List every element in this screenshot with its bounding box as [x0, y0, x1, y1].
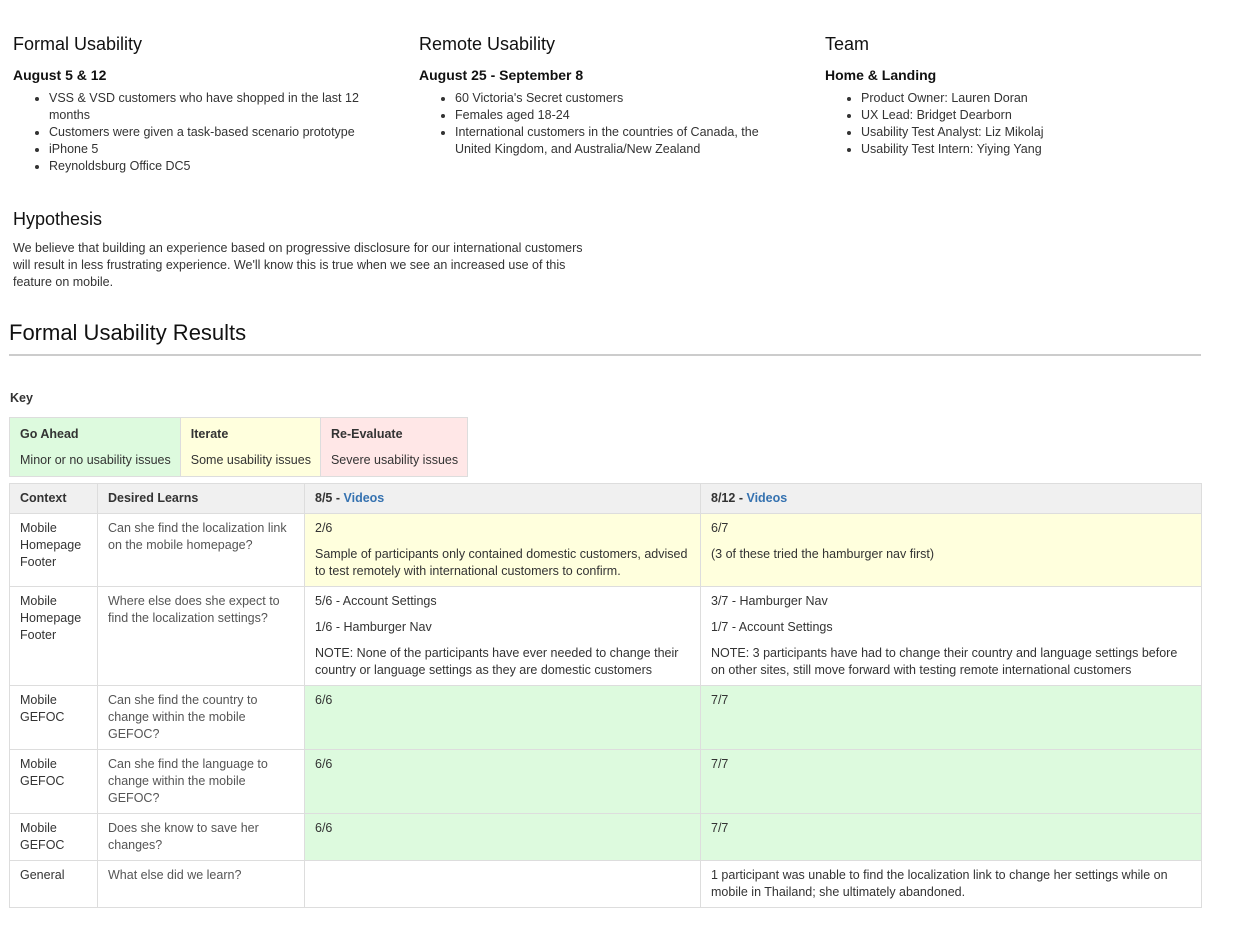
- result-cell-date-1: [305, 750, 701, 814]
- result-cell-date-2: [701, 861, 1202, 908]
- result-text: NOTE: 3 participants have had to change their country and language settings before on other sites, still move forward with testing remote international customers: [711, 646, 1178, 677]
- context-cell: Mobile GEFOC: [10, 686, 98, 750]
- list-item: • Usability Test Intern: Yiying Yang: [861, 141, 1220, 158]
- key-re-evaluate: [320, 418, 467, 477]
- result-cell-date-2: [701, 750, 1202, 814]
- list-item: • 60 Victoria's Secret customers: [455, 90, 775, 107]
- result-text: 1/6 - Hamburger Nav: [315, 620, 432, 634]
- table-header-row: [10, 484, 1202, 514]
- learn-cell: Does she know to save her changes?: [98, 814, 305, 861]
- table-row: [10, 686, 1202, 750]
- list-item: • Females aged 18-24: [455, 107, 775, 124]
- key-go-ahead-desc: Minor or no usability issues: [20, 453, 171, 467]
- videos-link-1[interactable]: Videos: [343, 491, 385, 505]
- table-row: [10, 514, 1202, 587]
- list-item: • VSS & VSD customers who have shopped in the last 12 months: [49, 90, 379, 124]
- result-text: Sample of participants only contained domestic customers, advised to test remotely with international customers to confirm.: [315, 547, 688, 578]
- results-title: Formal Usability Results: [9, 320, 1201, 356]
- result-cell-date-2: [701, 686, 1202, 750]
- result-text: 6/6: [315, 821, 333, 835]
- table-row: [10, 814, 1202, 861]
- videos-link-2[interactable]: Videos: [746, 491, 788, 505]
- header-desired-learns: Desired Learns: [98, 484, 305, 514]
- learn-cell: Where else does she expect to find the localization settings?: [98, 587, 305, 686]
- result-text: (3 of these tried the hamburger nav first): [711, 547, 935, 561]
- result-text: NOTE: None of the participants have ever needed to change their country or language settings as they are domestic customers: [315, 646, 679, 677]
- result-text: 6/6: [315, 693, 333, 707]
- team-subtitle: Home & Landing: [825, 67, 937, 83]
- result-text: 2/6: [315, 521, 333, 535]
- header-date-1: [305, 484, 701, 514]
- learn-cell: Can she find the country to change within the mobile GEFOC?: [98, 686, 305, 750]
- context-cell: Mobile Homepage Footer: [10, 514, 98, 587]
- result-cell-date-1: [305, 861, 701, 908]
- list-item: • Reynoldsburg Office DC5: [49, 158, 379, 175]
- result-text: 7/7: [711, 693, 729, 707]
- list-item: • UX Lead: Bridget Dearborn: [861, 107, 1220, 124]
- result-cell-date-1: [305, 686, 701, 750]
- learn-cell: Can she find the localization link on the mobile homepage?: [98, 514, 305, 587]
- result-text: 6/7: [711, 521, 729, 535]
- result-cell-date-2: [701, 814, 1202, 861]
- result-cell-date-2: [701, 514, 1202, 587]
- remote-usability-title: Remote Usability: [419, 34, 556, 54]
- key-re-evaluate-desc: Severe usability issues: [330, 453, 459, 467]
- key-go-ahead-title: Go Ahead: [20, 427, 79, 441]
- remote-usability-dates: August 25 - September 8: [419, 67, 584, 83]
- result-text: 6/6: [315, 757, 333, 771]
- table-row: [10, 750, 1202, 814]
- hypothesis-title: Hypothesis: [13, 209, 103, 229]
- list-item: • Product Owner: Lauren Doran: [861, 90, 1220, 107]
- team-section: [825, 33, 1220, 158]
- key-iterate-title: Iterate: [190, 427, 229, 441]
- header-date-2-separator: -: [735, 491, 747, 505]
- result-text: 5/6 - Account Settings: [315, 594, 437, 608]
- result-cell-date-1: [305, 814, 701, 861]
- result-text: 7/7: [711, 757, 729, 771]
- key-re-evaluate-title: Re-Evaluate: [330, 427, 403, 441]
- team-list: [825, 90, 1220, 158]
- list-item: • Customers were given a task-based scenario prototype: [49, 124, 379, 141]
- table-row: [10, 587, 1202, 686]
- header-date-1-separator: -: [332, 491, 344, 505]
- remote-usability-list: [419, 90, 775, 158]
- hypothesis-text: We believe that building an experience based on progressive disclosure for our international customers will result in less frustrating experience. We'll know this is true when we see an increased use of this feature on mobile.: [13, 241, 583, 289]
- formal-usability-dates: August 5 & 12: [13, 67, 107, 83]
- context-cell: Mobile Homepage Footer: [10, 587, 98, 686]
- header-date-2: [701, 484, 1202, 514]
- learn-cell: Can she find the language to change within the mobile GEFOC?: [98, 750, 305, 814]
- table-row: [10, 861, 1202, 908]
- key-table: [9, 417, 468, 477]
- key-label: Key: [10, 391, 33, 405]
- key-iterate: [180, 418, 320, 477]
- list-item: • iPhone 5: [49, 141, 379, 158]
- list-item: • International customers in the countries of Canada, the United Kingdom, and Australia/New Zealand: [455, 124, 775, 158]
- header-date-2-label: 8/12: [711, 491, 736, 505]
- context-cell: Mobile GEFOC: [10, 750, 98, 814]
- context-cell: Mobile GEFOC: [10, 814, 98, 861]
- formal-usability-section: [13, 33, 408, 175]
- result-text: 1 participant was unable to find the localization link to change her settings while on mobile in Thailand; she ultimately abandoned.: [711, 868, 1168, 899]
- result-text: 1/7 - Account Settings: [711, 620, 833, 634]
- list-item: • Usability Test Analyst: Liz Mikolaj: [861, 124, 1220, 141]
- header-context: Context: [10, 484, 98, 514]
- result-cell-date-1: [305, 514, 701, 587]
- learn-cell: What else did we learn?: [98, 861, 305, 908]
- result-cell-date-2: [701, 587, 1202, 686]
- results-table: [9, 483, 1202, 908]
- formal-usability-title: Formal Usability: [13, 34, 143, 54]
- header-date-1-label: 8/5: [315, 491, 333, 505]
- context-cell: General: [10, 861, 98, 908]
- result-cell-date-1: [305, 587, 701, 686]
- hypothesis-section: [13, 208, 603, 291]
- result-text: 3/7 - Hamburger Nav: [711, 594, 828, 608]
- key-iterate-desc: Some usability issues: [190, 453, 311, 467]
- key-go-ahead: [10, 418, 181, 477]
- team-title: Team: [825, 34, 870, 54]
- remote-usability-section: [419, 33, 814, 158]
- formal-usability-list: [13, 90, 379, 175]
- result-text: 7/7: [711, 821, 729, 835]
